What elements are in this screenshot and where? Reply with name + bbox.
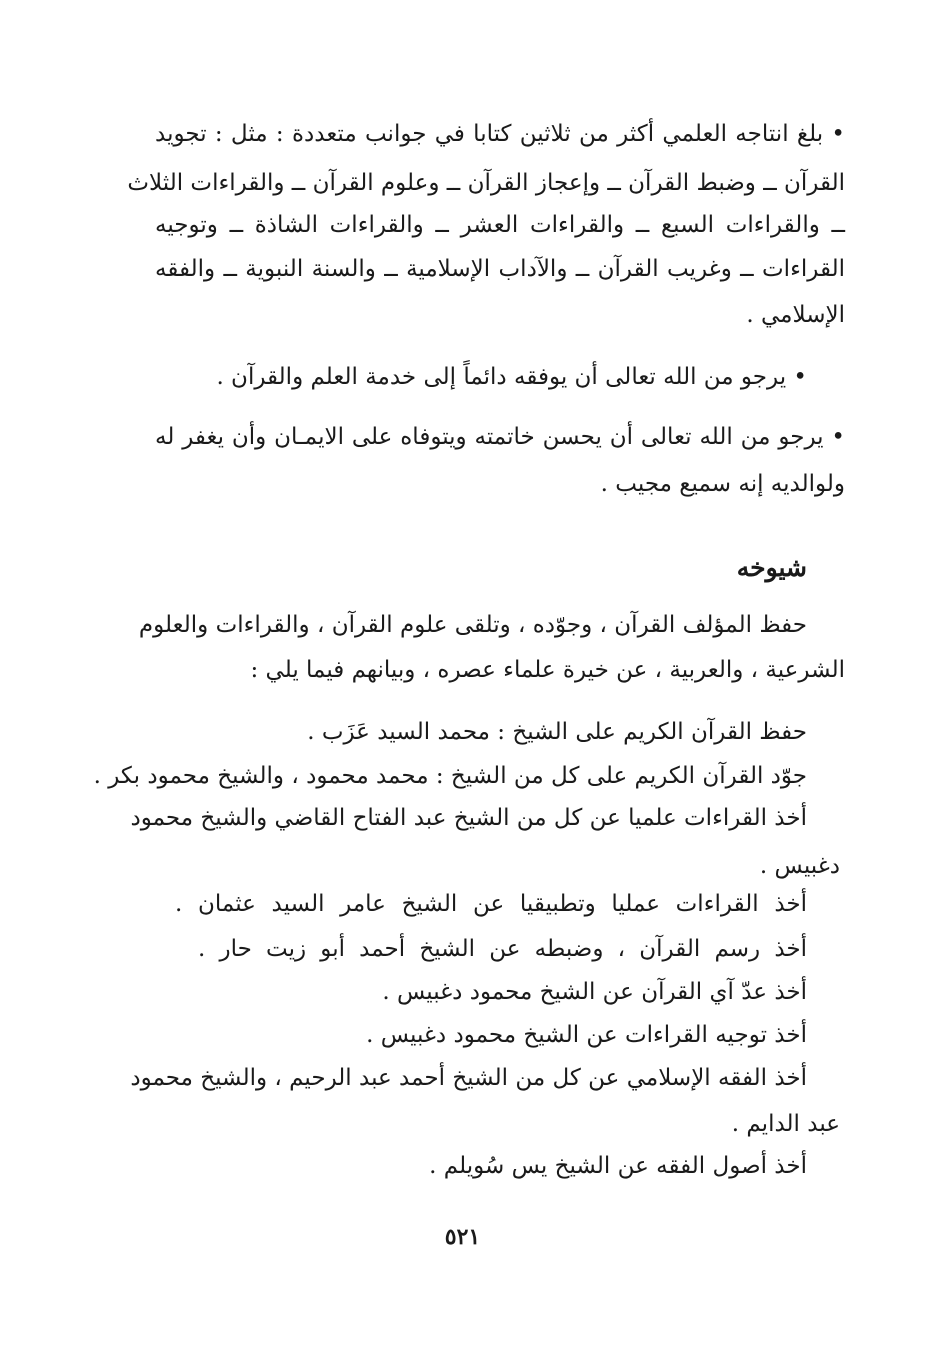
bio-line: • بلغ انتاجه العلمي أكثر من ثلاثين كتابا في جوانب متعددة : مثل : تجويد [155, 121, 845, 147]
bio-line: • يرجو من الله تعالى أن يحسن خاتمته ويتوفاه على الايمـان وأن يغفر له [155, 424, 845, 450]
teacher-line: عبد الدايم . [731, 1111, 840, 1137]
teacher-line: دغبيس . [759, 853, 840, 879]
teacher-line: أخذ الفقه الإسلامي عن كل من الشيخ أحمد عبد الرحيم ، والشيخ محمود [130, 1065, 807, 1091]
bio-line: القراءات ــ وغريب القرآن ــ والآداب الإسلامية ــ والسنة النبوية ــ والفقه [155, 256, 845, 282]
bio-line: • يرجو من الله تعالى أن يوفقه دائماً إلى خدمة العلم والقرآن . [216, 364, 807, 390]
bio-line: الإسلامي . [746, 302, 845, 328]
intro-line: الشرعية ، والعربية ، عن خيرة علماء عصره ، وبيانهم فيما يلي : [250, 657, 845, 683]
teacher-line: أخذ عدّ آي القرآن عن الشيخ محمود دغبيس . [382, 979, 807, 1005]
teacher-line: أخذ رسم القرآن ، وضبطه عن الشيخ أحمد أبو زيت حار . [198, 936, 807, 962]
teacher-line: أخذ توجيه القراءات عن الشيخ محمود دغبيس . [366, 1022, 807, 1048]
teacher-line: أخذ القراءات عمليا وتطبيقيا عن الشيخ عامر السيد عثمان . [175, 891, 807, 917]
intro-line: حفظ المؤلف القرآن ، وجوّده ، وتلقى علوم القرآن ، والقراءات والعلوم [138, 612, 807, 638]
teacher-line: جوّد القرآن الكريم على كل من الشيخ : محمد محمود ، والشيخ محمود بكر . [93, 763, 807, 789]
teacher-line: أخذ القراءات علميا عن كل من الشيخ عبد الفتاح القاضي والشيخ محمود [130, 805, 807, 831]
bio-line: ولوالديه إنه سميع مجيب . [600, 471, 845, 497]
page-number: ٥٢١ [444, 1224, 481, 1250]
bio-line: ــ والقراءات السبع ــ والقراءات العشر ــ والقراءات الشاذة ــ وتوجيه [155, 212, 845, 238]
section-heading: شيوخه [736, 553, 807, 582]
teacher-line: أخذ أصول الفقه عن الشيخ يس سُويلم . [429, 1153, 807, 1179]
bio-line: القرآن ــ وضبط القرآن ــ وإعجاز القرآن ــ وعلوم القرآن ــ والقراءات الثلاث [127, 170, 845, 196]
teacher-line: حفظ القرآن الكريم على الشيخ : محمد السيد عَزَب . [307, 719, 807, 745]
